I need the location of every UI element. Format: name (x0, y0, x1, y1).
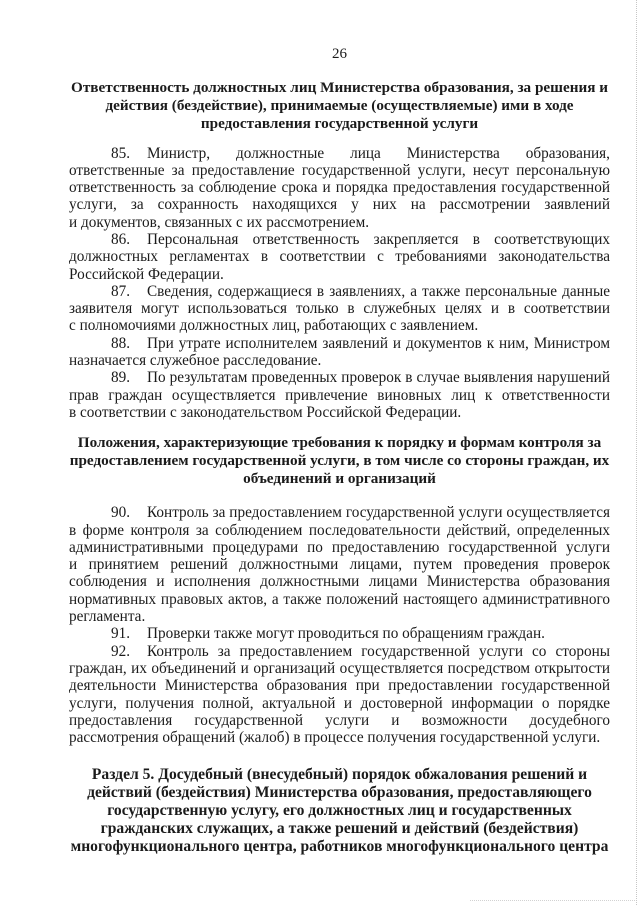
paragraph-text: По результатам проведенных проверок в случае выявления нарушений прав граждан осуществляется привлечение виновных лиц к ответственности в соответствии с законодательством Российской Федерации. (69, 369, 610, 421)
paragraph-text: При утрате исполнителем заявлений и документов к ним, Министром назначается служебное расследование. (69, 334, 610, 370)
paragraph-text: Персональная ответственность закрепляется в соответствующих должностных регламентах в соответствии с требованиями законодательства Российской Федерации. (69, 230, 610, 283)
paragraph-87 (69, 283, 610, 335)
paragraph-number: 92. (111, 642, 131, 660)
paragraph-number: 85. (111, 144, 131, 162)
page-number: 26 (332, 46, 347, 62)
section-body-responsibility (69, 145, 610, 422)
scan-edge-line (636, 0, 637, 905)
paragraph-number: 87. (111, 282, 131, 300)
paragraph-85 (69, 145, 610, 231)
paragraph-number: 86. (111, 230, 131, 248)
paragraph-86 (69, 231, 610, 283)
paragraph-number: 90. (111, 504, 131, 522)
paragraph-text: Контроль за предоставлением государственной услуги осуществляется в форме контроля за соблюдением последовательности действий, определенных административными процедурами по предоставлению государственной услуги и принятием решений должностными лицами, путем проведения проверок соблюдения и исполнения должностными лицами Министерства образования нормативных правовых актов, а также положений настоящего административного регламента. (69, 504, 610, 626)
paragraph-text: Контроль за предоставлением государственной услуги со стороны граждан, их объединений и организаций осуществляется посредством открытости деятельности Министерства образования при предоставлении государственной услуги, получения полной, актуальной и достоверной информации о порядке предоставления государственной услуги и возможности досудебного рассмотрения обращений (жалоб) в процессе получения государственной услуги. (69, 642, 610, 747)
paragraph-91 (69, 625, 610, 642)
paragraph-text: Министр, должностные лица Министерства образования, ответственные за предоставление государственной услуги, несут персональную ответственность за соблюдение срока и порядка предоставления государственной услуги, за сохранность находящихся у них на рассмотрении заявлений и документов, связанных с их рассмотрением. (69, 144, 610, 231)
section-heading-responsibility: Ответственность должностных лиц Министерства образования, за решения и действия (бездействие), принимаемые (осуществляемые) ими в ходе предоставления государственной услуги (71, 79, 608, 132)
paragraph-text: Сведения, содержащиеся в заявлениях, а также персональные данные заявителя могут использоваться только в служебных целях и в соответствии с полномочиями должностных лиц, работающих с заявлением. (69, 282, 610, 335)
section-body-control (69, 504, 610, 746)
section-heading-control: Положения, характеризующие требования к порядку и формам контроля за предоставлением государственной услуги, в том числе со стороны граждан, их объединений и организаций (69, 433, 610, 487)
scan-edge-bottom-line (470, 900, 635, 901)
paragraph-number: 91. (111, 625, 131, 643)
section-heading-appeal: Раздел 5. Досудебный (внесудебный) порядок обжалования решений и действий (бездействия) Министерства образования, предоставляющего государственную услугу, его должностных лиц и государственных гражданских служащих, а также решений и действий (бездействия) многофункционального центра, работников многофункционального центра (70, 765, 609, 855)
paragraph-88 (69, 335, 610, 370)
paragraph-number: 88. (111, 334, 131, 352)
paragraph-89 (69, 369, 610, 421)
page-content (69, 0, 610, 855)
paragraph-90 (69, 504, 610, 625)
paragraph-text: Проверки также могут проводиться по обращениям граждан. (147, 625, 545, 643)
paragraph-number: 89. (111, 369, 131, 387)
paragraph-92 (69, 643, 610, 747)
